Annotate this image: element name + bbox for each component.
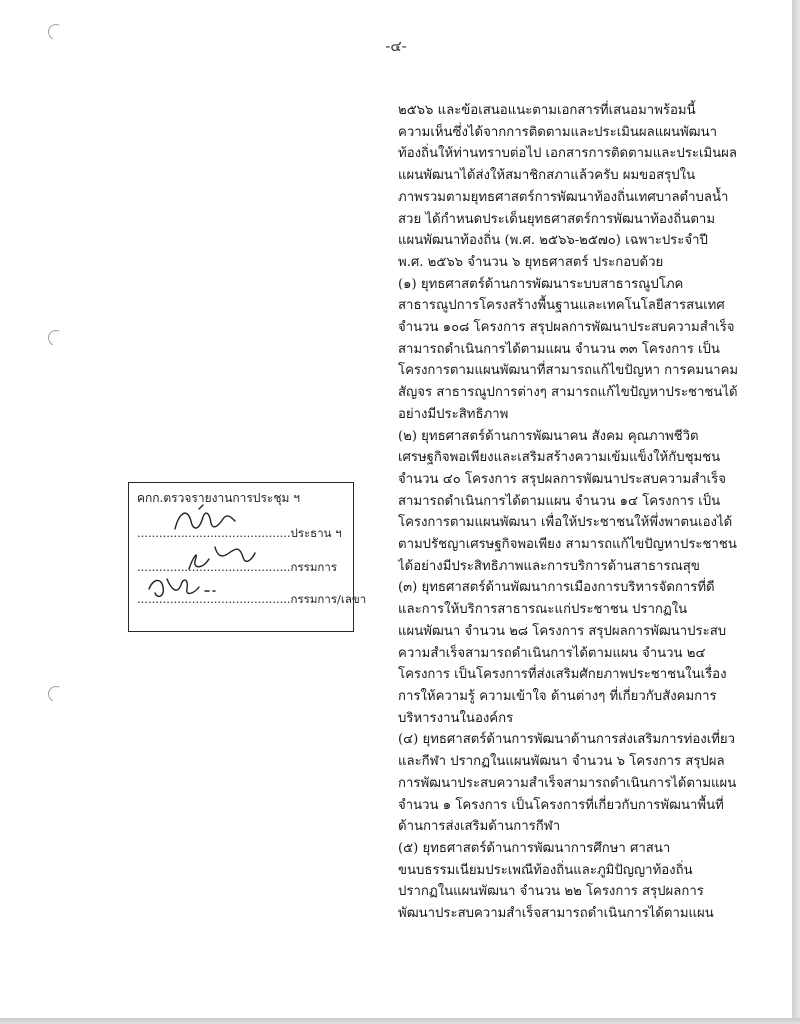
body-text-line: สามารถดำเนินการได้ตามแผน จำนวน ๑๔ โครงการ เป็น: [398, 493, 721, 509]
body-text-line: พ.ศ. ๒๕๖๖ จำนวน ๖ ยุทธศาสตร์ ประกอบด้วย: [398, 254, 664, 270]
body-text-line: ๒๕๖๖ และข้อเสนอแนะตามเอกสารที่เสนอมาพร้อมนี้: [398, 103, 696, 118]
body-text-line: (๕) ยุทธศาสตร์ด้านการพัฒนาการศึกษา ศาสนา: [398, 840, 671, 856]
body-text-line: แผนพัฒนาได้ส่งให้สมาชิกสภาแล้วครับ ผมขอสรุปใน: [398, 168, 696, 184]
stamp-chairman-line: ..........................................ประธาน ฯ: [137, 526, 342, 540]
body-text-line: โครงการตามแผนพัฒนาที่สามารถแก้ไขปัญหา การคมนาคม: [398, 363, 739, 379]
body-text-line: แผนพัฒนาท้องถิ่น (พ.ศ. ๒๕๖๖-๒๕๗๐) เฉพาะประจำปี: [398, 233, 708, 249]
hole-punch-mark-lower: [46, 684, 67, 705]
body-text-line: ปรากฏในแผนพัฒนา จำนวน ๒๒ โครงการ สรุปผลการ: [398, 884, 704, 900]
body-text-line: จำนวน ๔๐ โครงการ สรุปผลการพัฒนาประสบความสำเร็จ: [398, 471, 726, 487]
body-text-line: พัฒนาประสบความสำเร็จสามารถดำเนินการได้ตามแผน: [398, 906, 714, 922]
body-text-line: โครงการตามแผนพัฒนา เพื่อให้ประชาชนให้พึ่งพาตนเองได้: [398, 515, 733, 531]
body-text-line: โครงการ เป็นโครงการที่ส่งเสริมศักยภาพประชาชนในเรื่อง: [398, 667, 727, 683]
body-text-line: ด้านการส่งเสริมด้านการกีฬา: [398, 819, 561, 835]
body-text-line: (๒) ยุทธศาสตร์ด้านการพัฒนาคน สังคม คุณภาพชีวิต: [398, 428, 699, 444]
body-text-line: เศรษฐกิจพอเพียงและเสริมสร้างความเข้มแข็งให้กับชุมชน: [398, 450, 721, 466]
body-text-line: (๔) ยุทธศาสตร์ด้านการพัฒนาด้านการส่งเสริมการท่องเที่ยว: [398, 732, 736, 748]
body-text-line: จำนวน ๑ โครงการ เป็นโครงการที่เกี่ยวกับการพัฒนาพื้นที่: [398, 797, 724, 813]
secretary-signature: [143, 569, 233, 605]
page-number: -๔-: [385, 37, 407, 55]
body-text-line: ขนบธรรมเนียมประเพณีท้องถิ่นและภูมิปัญญาท้องถิ่น: [398, 862, 693, 878]
hole-punch-mark-middle: [46, 328, 67, 349]
body-text-line: และกีฬา ปรากฏในแผนพัฒนา จำนวน ๖ โครงการ สรุปผล: [398, 754, 725, 770]
body-text-line: การให้ความรู้ ความเข้าใจ ด้านต่างๆ ที่เกี่ยวกับสังคมการ: [398, 688, 717, 704]
body-text-line: การพัฒนาประสบความสำเร็จสามารถดำเนินการได้ตามแผน: [398, 775, 737, 791]
body-text-line: ตามปรัชญาเศรษฐกิจพอเพียง สามารถแก้ไขปัญหาประชาชน: [398, 537, 737, 553]
body-text-line: (๑) ยุทธศาสตร์ด้านการพัฒนาระบบสาธารณูปโภค: [398, 276, 684, 292]
body-text-line: ภาพรวมตามยุทธศาสตร์การพัฒนาท้องถิ่นเทศบาลตำบลน้ำ: [398, 189, 729, 205]
body-text-line: ความเห็นซึ่งได้จากการติดตามและประเมินผลแผนพัฒนา: [398, 124, 717, 140]
body-text-line: สาธารณูปการโครงสร้างพื้นฐานและเทคโนโลยีสารสนเทศ: [398, 298, 725, 314]
body-text-line: สวย ได้กำหนดประเด็นยุทธศาสตร์การพัฒนาท้องถิ่นตาม: [398, 211, 716, 227]
body-text-line: บริหารงานในองค์กร: [398, 710, 514, 726]
body-text-line: และการให้บริการสาธารณะแก่ประชาชน ปรากฏใน: [398, 602, 688, 618]
body-text-line: จำนวน ๑๐๘ โครงการ สรุปผลการพัฒนาประสบความสำเร็จ: [398, 320, 735, 336]
body-text-line: สัญจร สาธารณูปการต่างๆ สามารถแก้ไขปัญหาประชาชนได้: [398, 385, 738, 401]
stamp-secretary-line: ..........................................กรรมการ/เลขา: [137, 592, 367, 606]
body-text-line: แผนพัฒนา จำนวน ๒๘ โครงการ สรุปผลการพัฒนาประสบ: [398, 623, 727, 639]
body-text: [398, 100, 758, 925]
body-text-line: ได้อย่างมีประสิทธิภาพและการบริการด้านสาธารณสุข: [398, 558, 700, 574]
body-text-line: (๓) ยุทธศาสตร์ด้านพัฒนาการเมืองการบริหารจัดการที่ดี: [398, 580, 715, 596]
page-edge-bottom: [0, 1018, 800, 1024]
body-text-line: อย่างมีประสิทธิภาพ: [398, 406, 509, 422]
chairman-signature: [169, 503, 249, 537]
stamp-member-line: ..........................................กรรมการ: [137, 560, 338, 574]
body-text-line: ความสำเร็จสามารถดำเนินการได้ตามแผน จำนวน ๒๔: [398, 645, 706, 661]
body-text-line: ท้องถิ่นให้ท่านทราบต่อไป เอกสารการติดตามและประเมินผล: [398, 146, 737, 162]
review-committee-stamp: [128, 482, 367, 632]
page-edge-right: [792, 0, 800, 1024]
body-text-line: สามารถดำเนินการได้ตามแผน จำนวน ๓๓ โครงการ เป็น: [398, 341, 720, 357]
stamp-title: คกก.ตรวจรายงานการประชุม ฯ: [137, 491, 300, 505]
